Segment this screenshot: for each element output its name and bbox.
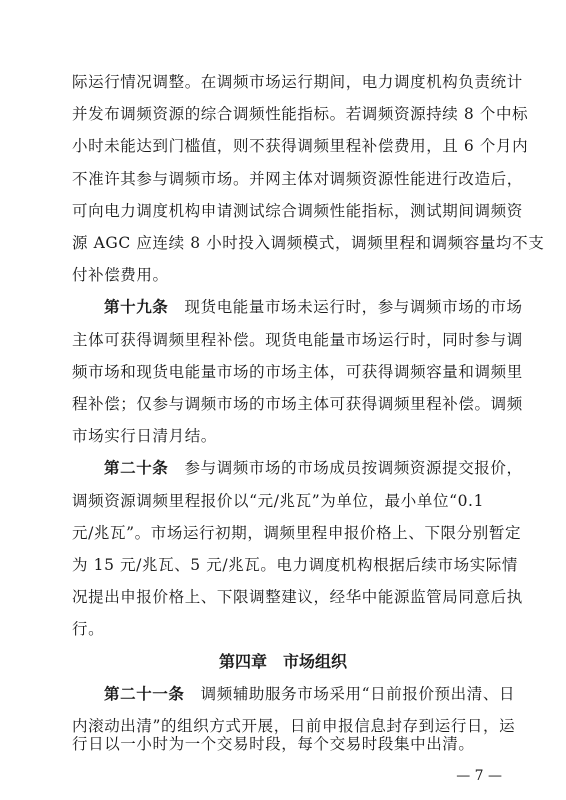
body-line: 内滚动出清”的组织方式开展，日前申报信息封存到运行日，运 (72, 717, 516, 735)
body-line: 可向电力调度机构申请测试综合调频性能指标，测试期间调频资 (72, 201, 523, 220)
body-line: 调频资源调频里程报价以“元/兆瓦”为单位，最小单位“0.1 (72, 491, 485, 510)
article-19-heading: 第十九条 (104, 298, 169, 317)
chapter-title: 第四章 市场组织 (218, 651, 347, 671)
body-line: 付补偿费用。 (72, 266, 169, 285)
body-line: 际运行情况调整。在调频市场运行期间，电力调度机构负责统计 (72, 73, 523, 91)
article-20-heading: 第二十条 (104, 459, 169, 478)
article-21-heading: 第二十一条 (104, 684, 185, 703)
body-line: 不准许其参与调频市场。并网主体对调频资源性能进行改造后， (72, 169, 523, 188)
body-line: 市场实行日清月结。 (72, 427, 217, 446)
body-line: 元/兆瓦”。市场运行初期，调频里程申报价格上、下限分别暂定 (72, 523, 522, 542)
body-line: 并发布调频资源的综合调频性能指标。若调频资源持续 8 个中标 (72, 105, 529, 124)
body-line: 频市场和现货电能量市场的市场主体，可获得调频容量和调频里 (72, 362, 523, 381)
body-line: 小时未能达到门槛值，则不获得调频里程补偿费用，且 6 个月内 (72, 137, 529, 156)
body-line: 行。 (72, 620, 105, 639)
body-line: 况提出申报价格上、下限调整建议，经华中能源监管局同意后执 (72, 588, 523, 607)
body-line: 行日以一小时为一个交易时段，每个交易时段集中出清。 (72, 735, 475, 753)
body-line: 程补偿；仅参与调频市场的市场主体可获得调频里程补偿。调频 (72, 395, 523, 413)
article-20-line: 第二十条 参与调频市场的市场成员按调频资源提交报价， (104, 459, 523, 478)
article-19-line: 第十九条 现货电能量市场未运行时，参与调频市场的市场 (104, 298, 523, 317)
page-number: — 7 — (456, 768, 502, 784)
article-21-line: 第二十一条 调频辅助服务市场采用“日前报价预出清、日 (104, 684, 516, 703)
body-line: 源 AGC 应连续 8 小时投入调频模式，调频里程和调频容量均不支 (72, 234, 545, 252)
body-line: 为 15 元/兆瓦、5 元/兆瓦。电力调度机构根据后续市场实际情 (72, 556, 519, 574)
body-line: 主体可获得调频里程补偿。现货电能量市场运行时，同时参与调 (72, 330, 523, 349)
